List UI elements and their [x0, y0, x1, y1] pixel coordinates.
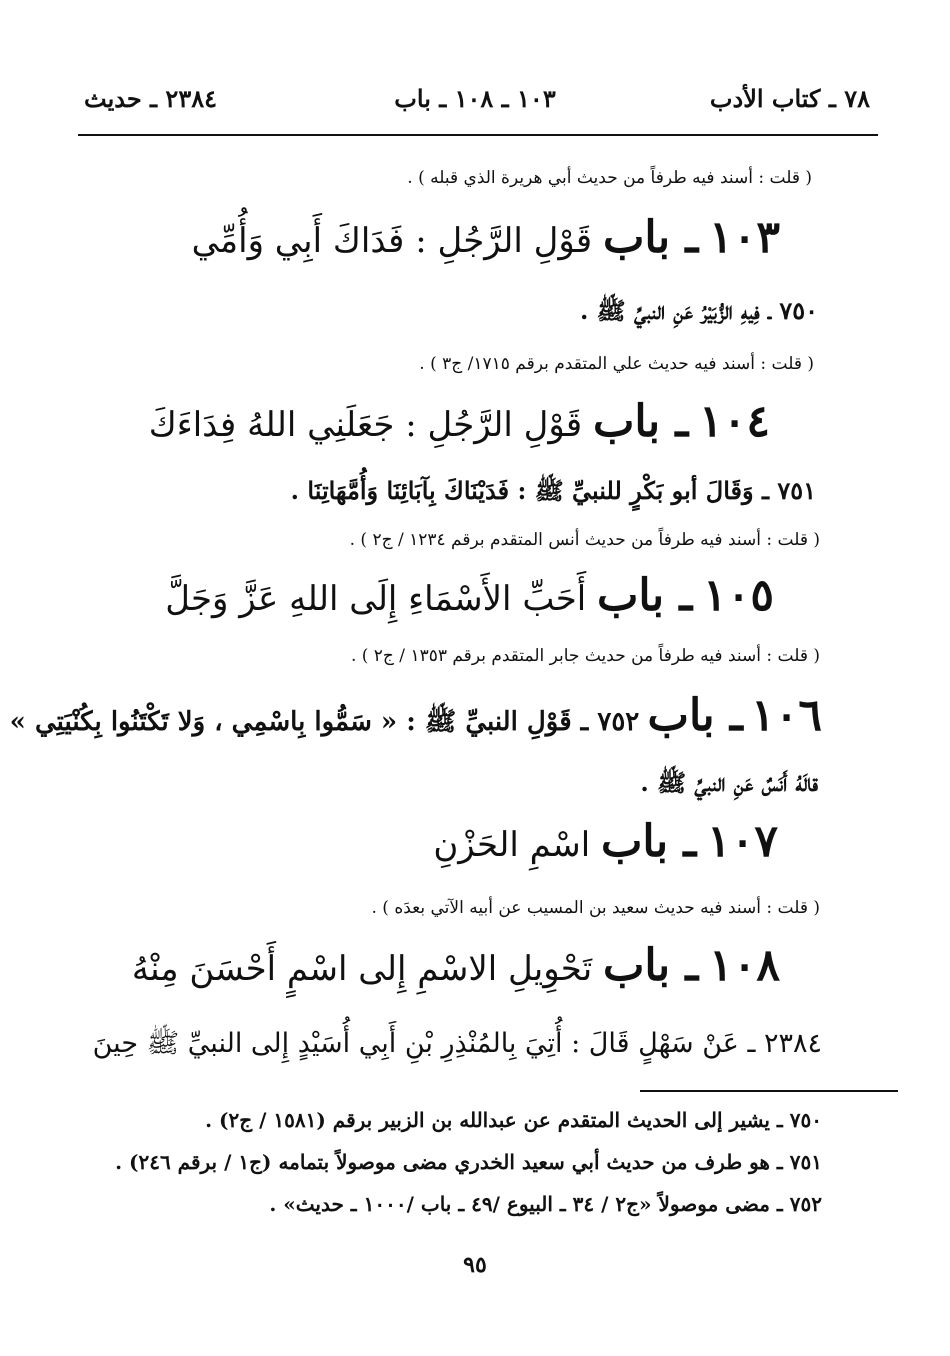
footnote: ٧٥١ ـ هو طرف من حديث أبي سعيد الخدري مضى موصولاً بتمامه (ج١ / برقم ٢٤٦) . [115, 1150, 822, 1174]
chapter-title: ٧٥٢ ـ قَوْلِ النبيِّ ﷺ : « سَمُّوا بِاسْمِي ، وَلا تَكْتَنُوا بِكُنْيَتِي » [9, 707, 640, 737]
chapter-title: تَحْوِيلِ الاسْمِ إِلى اسْمٍ أَحْسَنَ مِنْهُ [131, 949, 593, 989]
chapter-title: اسْمِ الحَزْنِ [433, 825, 591, 865]
chapter-keyword: باب [647, 690, 715, 741]
note-line: ( قلت : أسند فيه حديث سعيد بن المسيب عن أبيه الآتي بعدَه ) . [371, 898, 820, 918]
chapter-keyword: باب [600, 816, 669, 867]
running-header-hadith-range: ٢٣٨٤ ـ حديث [84, 84, 217, 113]
chapter-heading-105: ١٠٥ ـ باب أَحَبِّ الأَسْمَاءِ إِلَى اللهِ عَزَّ وَجَلَّ [165, 570, 774, 621]
header-rule [78, 134, 878, 136]
chapter-heading-104: ١٠٤ ـ باب قَوْلِ الرَّجُلِ : جَعَلَنِي اللهُ فِدَاءَكَ [148, 396, 770, 447]
chapter-title: قَوْلِ الرَّجُلِ : جَعَلَنِي اللهُ فِدَاءَكَ [148, 405, 583, 445]
chapter-keyword: باب [592, 396, 661, 447]
footnote: ٧٥٠ ـ يشير إلى الحديث المتقدم عن عبدالله بن الزبير برقم (١٥٨١ / ج٢) . [205, 1108, 822, 1132]
chapter-heading-103: ١٠٣ ـ باب قَوْلِ الرَّجُلِ : فَدَاكَ أَبِي وَأُمِّي [191, 212, 780, 263]
chapter-number: ١٠٥ [703, 570, 774, 621]
hadith-752-continued: قالَهُ أَنَسٌ عَنِ النبيِّ ﷺ . [640, 768, 818, 797]
chapter-heading-106: ١٠٦ ـ باب ٧٥٢ ـ قَوْلِ النبيِّ ﷺ : « سَمُّوا بِاسْمِي ، وَلا تَكْتَنُوا بِكُنْيَتِي » [9, 690, 822, 741]
chapter-heading-107: ١٠٧ ـ باب اسْمِ الحَزْنِ [433, 816, 778, 867]
note-line: ( قلت : أسند فيه طرفاً من حديث أبي هريرة الذي قبله ) . [407, 168, 812, 188]
footnote: ٧٥٢ ـ مضى موصولاً «ج٢ / ٣٤ ـ البيوع /٤٩ ـ باب /١٠٠٠ ـ حديث» . [269, 1192, 822, 1216]
chapter-number: ١٠٨ [709, 940, 780, 991]
chapter-keyword: باب [602, 940, 671, 991]
chapter-title: قَوْلِ الرَّجُلِ : فَدَاكَ أَبِي وَأُمِّي [191, 221, 593, 261]
page-number: ٩٥ [463, 1252, 487, 1278]
footnote-separator [640, 1090, 898, 1092]
running-header-book: ٧٨ ـ كتاب الأدب [709, 84, 870, 113]
running-header-chapters: ١٠٣ ـ ١٠٨ ـ باب [394, 84, 556, 113]
hadith-750: ٧٥٠ ـ فِيهِ الزُّبَيْرُ عَنِ النبيِّ ﷺ . [579, 296, 818, 325]
note-line: ( قلت : أسند فيه حديث علي المتقدم برقم ١٧١٥/ ج٣ ) . [419, 354, 814, 374]
note-line: ( قلت : أسند فيه طرفاً من حديث أنس المتقدم برقم ١٢٣٤ / ج٢ ) . [349, 530, 820, 550]
chapter-number: ١٠٧ [707, 816, 778, 867]
hadith-2384: ٢٣٨٤ ـ عَنْ سَهْلٍ قَالَ : أُتِيَ بِالمُنْذِرِ بْنِ أَبِي أُسَيْدٍ إِلى النبيِّ ﷺ حِينَ [92, 1028, 822, 1059]
chapter-number: ١٠٤ [699, 396, 770, 447]
chapter-number: ١٠٣ [709, 212, 780, 263]
chapter-keyword: باب [596, 570, 665, 621]
chapter-number: ١٠٦ [751, 690, 822, 741]
note-line: ( قلت : أسند فيه طرفاً من حديث جابر المتقدم برقم ١٣٥٣ / ج٢ ) . [350, 646, 820, 666]
chapter-heading-108: ١٠٨ ـ باب تَحْوِيلِ الاسْمِ إِلى اسْمٍ أَحْسَنَ مِنْهُ [131, 940, 780, 991]
chapter-keyword: باب [602, 212, 671, 263]
hadith-751: ٧٥١ ـ وَقَالَ أبو بَكْرٍ للنبيِّ ﷺ : فَدَيْنَاكَ بِآبَائِنَا وَأُمَّهَاتِنَا . [290, 476, 816, 505]
chapter-title: أَحَبِّ الأَسْمَاءِ إِلَى اللهِ عَزَّ وَجَلَّ [165, 579, 587, 619]
